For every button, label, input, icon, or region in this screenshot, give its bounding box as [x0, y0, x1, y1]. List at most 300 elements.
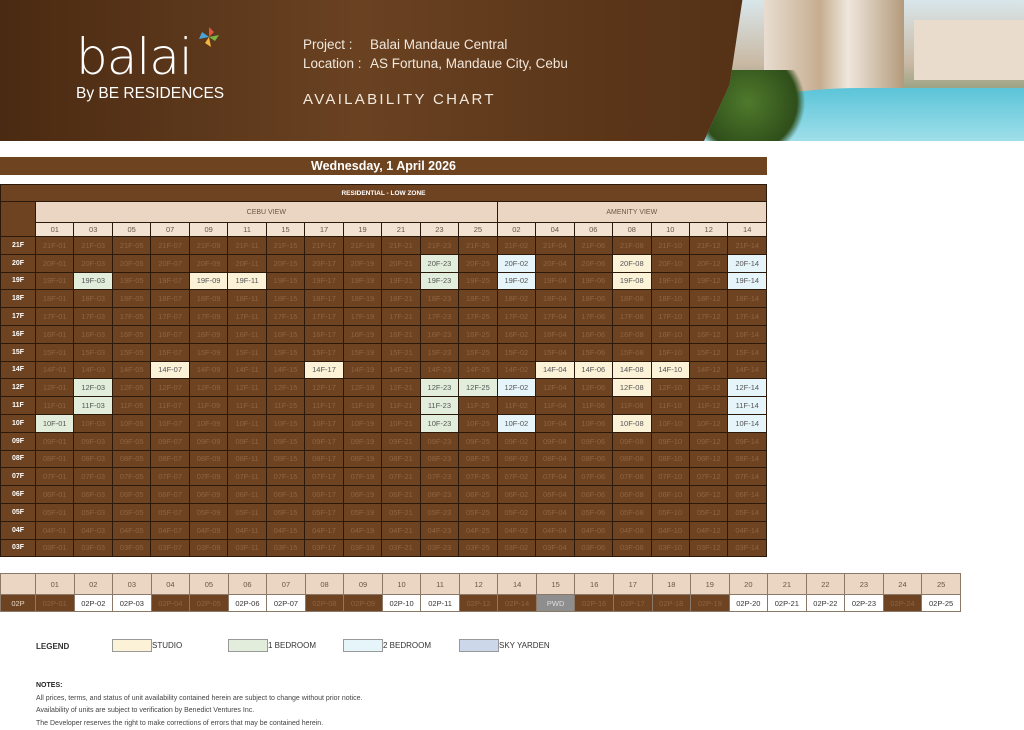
unit-number-row — [1, 223, 767, 237]
unit-cell-sold: 15F-17 — [305, 343, 343, 361]
unit-cell-sold: 05F-09 — [189, 503, 227, 521]
unit-cell-sold: 03F-25 — [459, 539, 497, 557]
unit-cell-sold: 16F-11 — [228, 325, 266, 343]
unit-cell-sold: 05F-03 — [74, 503, 112, 521]
legend-studio — [112, 639, 182, 652]
unit-cell-available[interactable]: 14F-04 — [536, 361, 574, 379]
unit-cell-sold: 12F-15 — [266, 379, 304, 397]
unit-cell-sold: 03F-02 — [497, 539, 535, 557]
floor-row — [1, 397, 767, 415]
unit-cell-sold: 10F-10 — [651, 414, 689, 432]
unit-cell-sold: 21F-21 — [382, 237, 420, 255]
unit-cell-sold: 14F-03 — [74, 361, 112, 379]
unit-cell-available[interactable]: 12F-14 — [728, 379, 767, 397]
floor-row — [1, 290, 767, 308]
unit-cell-sold: 15F-07 — [151, 343, 189, 361]
unit-cell-sold: 10F-12 — [689, 414, 727, 432]
unit-cell-sold: 11F-09 — [189, 397, 227, 415]
parking-slot-sold: 02P-05 — [190, 595, 229, 612]
unit-cell-sold: 10F-05 — [112, 414, 150, 432]
unit-cell-sold: 04F-05 — [112, 521, 150, 539]
unit-cell-sold: 21F-06 — [574, 237, 612, 255]
unit-cell-sold: 06F-14 — [728, 486, 767, 504]
unit-cell-sold: 17F-01 — [36, 308, 74, 326]
unit-cell-available[interactable]: 20F-02 — [497, 254, 535, 272]
legend-2-bedroom — [343, 639, 431, 652]
unit-cell-sold: 11F-21 — [382, 397, 420, 415]
unit-cell-sold: 05F-23 — [420, 503, 458, 521]
unit-cell-sold: 15F-14 — [728, 343, 767, 361]
legend-swatch — [459, 639, 499, 652]
unit-cell-available[interactable]: 10F-14 — [728, 414, 767, 432]
floor-label: 16F — [1, 325, 36, 343]
unit-cell-sold: 16F-25 — [459, 325, 497, 343]
unit-cell-sold: 07F-04 — [536, 468, 574, 486]
unit-cell-available[interactable]: 10F-02 — [497, 414, 535, 432]
unit-cell-sold: 04F-14 — [728, 521, 767, 539]
unit-cell-sold: 16F-17 — [305, 325, 343, 343]
unit-cell-available[interactable]: 20F-14 — [728, 254, 767, 272]
unit-cell-sold: 21F-01 — [36, 237, 74, 255]
unit-cell-sold: 09F-08 — [613, 432, 651, 450]
unit-cell-sold: 16F-06 — [574, 325, 612, 343]
unit-cell-sold: 09F-25 — [459, 432, 497, 450]
unit-cell-sold: 19F-19 — [343, 272, 381, 290]
unit-cell-sold: 21F-10 — [651, 237, 689, 255]
parking-column-header: 15 — [536, 574, 575, 595]
unit-cell-sold: 12F-11 — [228, 379, 266, 397]
unit-cell-sold: 06F-17 — [305, 486, 343, 504]
floor-label: 17F — [1, 308, 36, 326]
unit-column-header: 23 — [420, 223, 458, 237]
unit-cell-sold: 06F-05 — [112, 486, 150, 504]
parking-column-header: 25 — [922, 574, 961, 595]
unit-cell-sold: 20F-06 — [574, 254, 612, 272]
floor-row — [1, 503, 767, 521]
floor-label: 21F — [1, 237, 36, 255]
unit-cell-sold: 07F-12 — [689, 468, 727, 486]
unit-cell-sold: 06F-01 — [36, 486, 74, 504]
unit-cell-sold: 19F-05 — [112, 272, 150, 290]
unit-cell-available[interactable]: 19F-09 — [189, 272, 227, 290]
unit-cell-available[interactable]: 12F-23 — [420, 379, 458, 397]
parking-column-header: 01 — [36, 574, 75, 595]
floor-label: 04F — [1, 521, 36, 539]
parking-column-header: 22 — [806, 574, 845, 595]
unit-cell-sold: 16F-03 — [74, 325, 112, 343]
floor-label: 02P — [1, 595, 36, 612]
unit-cell-sold: 14F-01 — [36, 361, 74, 379]
unit-cell-sold: 15F-01 — [36, 343, 74, 361]
view-header: CEBU VIEW — [36, 202, 498, 223]
unit-cell-sold: 05F-01 — [36, 503, 74, 521]
unit-cell-sold: 15F-05 — [112, 343, 150, 361]
unit-cell-sold: 07F-10 — [651, 468, 689, 486]
parking-slot-available[interactable]: 02P-03 — [113, 595, 152, 612]
unit-cell-sold: 06F-19 — [343, 486, 381, 504]
unit-cell-sold: 05F-05 — [112, 503, 150, 521]
unit-cell-sold: 12F-12 — [689, 379, 727, 397]
unit-cell-sold: 04F-17 — [305, 521, 343, 539]
parking-slot-available[interactable]: 02P-22 — [806, 595, 845, 612]
unit-cell-sold: 07F-06 — [574, 468, 612, 486]
unit-cell-sold: 07F-08 — [613, 468, 651, 486]
unit-cell-sold: 08F-05 — [112, 450, 150, 468]
unit-column-header: 09 — [189, 223, 227, 237]
unit-cell-sold: 18F-25 — [459, 290, 497, 308]
unit-cell-sold: 03F-14 — [728, 539, 767, 557]
corner-cell — [1, 202, 36, 237]
floor-label: 20F — [1, 254, 36, 272]
unit-cell-sold: 15F-19 — [343, 343, 381, 361]
parking-slot-available[interactable]: 02P-06 — [228, 595, 267, 612]
unit-cell-sold: 19F-17 — [305, 272, 343, 290]
unit-cell-sold: 07F-15 — [266, 468, 304, 486]
unit-cell-sold: 20F-25 — [459, 254, 497, 272]
unit-cell-sold: 18F-10 — [651, 290, 689, 308]
unit-cell-sold: 08F-08 — [613, 450, 651, 468]
unit-column-header: 08 — [613, 223, 651, 237]
unit-cell-sold: 11F-06 — [574, 397, 612, 415]
unit-cell-sold: 12F-07 — [151, 379, 189, 397]
unit-cell-sold: 20F-19 — [343, 254, 381, 272]
unit-cell-sold: 20F-03 — [74, 254, 112, 272]
parking-slot-available[interactable]: 02P-02 — [74, 595, 113, 612]
unit-cell-sold: 03F-07 — [151, 539, 189, 557]
unit-cell-sold: 07F-03 — [74, 468, 112, 486]
unit-cell-sold: 18F-19 — [343, 290, 381, 308]
zone-title: RESIDENTIAL - LOW ZONE — [1, 185, 767, 202]
floor-label: 09F — [1, 432, 36, 450]
unit-cell-sold: 16F-08 — [613, 325, 651, 343]
project-label: Project : — [303, 35, 370, 54]
unit-cell-sold: 14F-23 — [420, 361, 458, 379]
unit-cell-sold: 14F-25 — [459, 361, 497, 379]
floor-label: 18F — [1, 290, 36, 308]
unit-cell-sold: 05F-12 — [689, 503, 727, 521]
unit-cell-available[interactable]: 19F-23 — [420, 272, 458, 290]
unit-cell-sold: 12F-01 — [36, 379, 74, 397]
parking-slot-available[interactable]: 02P-20 — [729, 595, 768, 612]
unit-cell-sold: 11F-08 — [613, 397, 651, 415]
unit-column-header: 02 — [497, 223, 535, 237]
unit-cell-sold: 09F-02 — [497, 432, 535, 450]
unit-cell-sold: 04F-04 — [536, 521, 574, 539]
logo-wordmark: balai — [76, 32, 224, 82]
unit-cell-sold: 04F-09 — [189, 521, 227, 539]
floor-row — [1, 432, 767, 450]
parking-column-header: 18 — [652, 574, 691, 595]
unit-cell-available[interactable]: 11F-03 — [74, 397, 112, 415]
unit-cell-sold: 06F-08 — [613, 486, 651, 504]
unit-cell-available[interactable]: 19F-08 — [613, 272, 651, 290]
unit-cell-sold: 21F-17 — [305, 237, 343, 255]
unit-cell-sold: 06F-03 — [74, 486, 112, 504]
unit-cell-sold: 17F-07 — [151, 308, 189, 326]
unit-cell-sold: 18F-11 — [228, 290, 266, 308]
unit-cell-sold: 16F-14 — [728, 325, 767, 343]
parking-column-header: 11 — [421, 574, 460, 595]
parking-slot-available[interactable]: 02P-21 — [768, 595, 807, 612]
unit-cell-sold: 06F-09 — [189, 486, 227, 504]
floor-label: 19F — [1, 272, 36, 290]
project-info — [303, 35, 568, 109]
unit-cell-sold: 16F-10 — [651, 325, 689, 343]
unit-cell-sold: 04F-12 — [689, 521, 727, 539]
unit-cell-available[interactable]: 10F-01 — [36, 414, 74, 432]
parking-column-header: 12 — [459, 574, 498, 595]
parking-slot-available[interactable]: 02P-10 — [382, 595, 421, 612]
unit-cell-sold: 05F-11 — [228, 503, 266, 521]
unit-column-header: 10 — [651, 223, 689, 237]
unit-cell-sold: 18F-06 — [574, 290, 612, 308]
floor-label: 14F — [1, 361, 36, 379]
unit-cell-sold: 06F-04 — [536, 486, 574, 504]
unit-cell-sold: 07F-21 — [382, 468, 420, 486]
floor-label: 08F — [1, 450, 36, 468]
unit-cell-available[interactable]: 12F-02 — [497, 379, 535, 397]
unit-cell-sold: 18F-14 — [728, 290, 767, 308]
floor-row — [1, 468, 767, 486]
parking-slot-sold: 02P-14 — [498, 595, 537, 612]
unit-cell-sold: 05F-19 — [343, 503, 381, 521]
legend-label: LEGEND — [36, 642, 69, 651]
unit-cell-sold: 15F-12 — [689, 343, 727, 361]
unit-cell-sold: 16F-07 — [151, 325, 189, 343]
unit-cell-sold: 16F-23 — [420, 325, 458, 343]
note-line: Availability of units are subject to verification by Benedict Ventures Inc. — [36, 705, 362, 718]
unit-cell-sold: 21F-09 — [189, 237, 227, 255]
unit-cell-sold: 18F-03 — [74, 290, 112, 308]
unit-cell-available[interactable]: 12F-08 — [613, 379, 651, 397]
location-value: AS Fortuna, Mandaue City, Cebu — [370, 56, 568, 71]
unit-cell-sold: 09F-15 — [266, 432, 304, 450]
unit-cell-available[interactable]: 14F-10 — [651, 361, 689, 379]
location-label: Location : — [303, 54, 370, 73]
parking-slot-available[interactable]: 02P-23 — [845, 595, 884, 612]
unit-cell-sold: 10F-04 — [536, 414, 574, 432]
view-header-row — [1, 202, 767, 223]
unit-cell-sold: 06F-07 — [151, 486, 189, 504]
unit-cell-sold: 04F-21 — [382, 521, 420, 539]
legend-1-bedroom — [228, 639, 316, 652]
unit-cell-sold: 17F-03 — [74, 308, 112, 326]
unit-cell-sold: 11F-07 — [151, 397, 189, 415]
parking-column-header: 23 — [845, 574, 884, 595]
unit-cell-available[interactable]: 14F-06 — [574, 361, 612, 379]
unit-column-header: 04 — [536, 223, 574, 237]
unit-cell-sold: 21F-11 — [228, 237, 266, 255]
unit-cell-sold: 15F-10 — [651, 343, 689, 361]
unit-cell-available[interactable]: 19F-03 — [74, 272, 112, 290]
unit-cell-sold: 07F-05 — [112, 468, 150, 486]
unit-cell-sold: 17F-23 — [420, 308, 458, 326]
unit-cell-sold: 15F-09 — [189, 343, 227, 361]
unit-cell-sold: 15F-23 — [420, 343, 458, 361]
unit-cell-sold: 18F-07 — [151, 290, 189, 308]
parking-slot-sold: 02P-17 — [613, 595, 652, 612]
unit-cell-sold: 14F-11 — [228, 361, 266, 379]
floor-row — [1, 414, 767, 432]
unit-column-header: 07 — [151, 223, 189, 237]
unit-cell-sold: 08F-12 — [689, 450, 727, 468]
parking-column-header: 02 — [74, 574, 113, 595]
unit-cell-sold: 15F-15 — [266, 343, 304, 361]
unit-cell-sold: 17F-04 — [536, 308, 574, 326]
unit-cell-sold: 16F-12 — [689, 325, 727, 343]
unit-cell-sold: 14F-12 — [689, 361, 727, 379]
chart-title: AVAILABILITY CHART — [303, 90, 568, 109]
logo-pinwheel-icon — [198, 26, 220, 48]
unit-cell-sold: 04F-01 — [36, 521, 74, 539]
unit-cell-sold: 15F-21 — [382, 343, 420, 361]
unit-cell-available[interactable]: 10F-08 — [613, 414, 651, 432]
floor-row — [1, 450, 767, 468]
parking-header-row — [1, 574, 961, 595]
parking-slot-available[interactable]: 02P-25 — [922, 595, 961, 612]
unit-cell-available[interactable]: 11F-14 — [728, 397, 767, 415]
unit-cell-sold: 19F-12 — [689, 272, 727, 290]
unit-cell-sold: 15F-04 — [536, 343, 574, 361]
unit-cell-available[interactable]: 14F-07 — [151, 361, 189, 379]
header-banner — [0, 0, 1024, 141]
unit-cell-sold: 14F-05 — [112, 361, 150, 379]
unit-cell-sold: 10F-17 — [305, 414, 343, 432]
unit-cell-sold: 16F-01 — [36, 325, 74, 343]
unit-cell-sold: 03F-01 — [36, 539, 74, 557]
unit-cell-sold: 18F-12 — [689, 290, 727, 308]
unit-cell-sold: 09F-11 — [228, 432, 266, 450]
unit-cell-sold: 05F-04 — [536, 503, 574, 521]
parking-slot-sold: 02P-01 — [36, 595, 75, 612]
unit-cell-sold: 14F-15 — [266, 361, 304, 379]
unit-cell-sold: 19F-21 — [382, 272, 420, 290]
parking-column-header: 07 — [267, 574, 306, 595]
unit-cell-sold: 20F-05 — [112, 254, 150, 272]
unit-cell-sold: 11F-19 — [343, 397, 381, 415]
unit-cell-sold: 12F-10 — [651, 379, 689, 397]
unit-cell-sold: 06F-11 — [228, 486, 266, 504]
unit-cell-sold: 08F-02 — [497, 450, 535, 468]
unit-cell-sold: 09F-04 — [536, 432, 574, 450]
unit-cell-sold: 05F-06 — [574, 503, 612, 521]
unit-cell-sold: 11F-15 — [266, 397, 304, 415]
unit-cell-sold: 09F-06 — [574, 432, 612, 450]
unit-cell-available[interactable]: 14F-08 — [613, 361, 651, 379]
legend-swatch — [112, 639, 152, 652]
unit-cell-sold: 21F-25 — [459, 237, 497, 255]
parking-slot-sold: 02P-12 — [459, 595, 498, 612]
unit-cell-available[interactable]: 10F-23 — [420, 414, 458, 432]
unit-cell-sold: 17F-21 — [382, 308, 420, 326]
unit-cell-sold: 07F-14 — [728, 468, 767, 486]
unit-cell-sold: 04F-06 — [574, 521, 612, 539]
unit-cell-sold: 18F-09 — [189, 290, 227, 308]
notes-title: NOTES: — [36, 680, 362, 693]
unit-cell-available[interactable]: 20F-23 — [420, 254, 458, 272]
note-line: All prices, terms, and status of unit availability contained herein are subject to change without prior notice. — [36, 693, 362, 706]
unit-cell-available[interactable]: 19F-14 — [728, 272, 767, 290]
legend-item-label: 1 BEDROOM — [268, 641, 316, 650]
unit-cell-available[interactable]: 19F-11 — [228, 272, 266, 290]
unit-cell-sold: 21F-05 — [112, 237, 150, 255]
unit-cell-sold: 05F-02 — [497, 503, 535, 521]
unit-cell-sold: 20F-12 — [689, 254, 727, 272]
unit-cell-sold: 08F-01 — [36, 450, 74, 468]
legend-item-label: STUDIO — [152, 641, 182, 650]
unit-cell-available[interactable]: 12F-25 — [459, 379, 497, 397]
unit-cell-sold: 16F-19 — [343, 325, 381, 343]
unit-cell-available[interactable]: 12F-03 — [74, 379, 112, 397]
notes — [36, 680, 362, 730]
parking-slot-sold: 02P-18 — [652, 595, 691, 612]
unit-cell-sold: 11F-02 — [497, 397, 535, 415]
unit-cell-sold: 09F-03 — [74, 432, 112, 450]
unit-cell-sold: 04F-11 — [228, 521, 266, 539]
unit-cell-available[interactable]: 19F-02 — [497, 272, 535, 290]
unit-cell-sold: 04F-03 — [74, 521, 112, 539]
unit-cell-sold: 18F-02 — [497, 290, 535, 308]
unit-cell-sold: 05F-25 — [459, 503, 497, 521]
unit-cell-sold: 12F-19 — [343, 379, 381, 397]
date-bar: Wednesday, 1 April 2026 — [0, 157, 767, 175]
unit-cell-sold: 08F-21 — [382, 450, 420, 468]
unit-cell-sold: 03F-15 — [266, 539, 304, 557]
floor-row — [1, 539, 767, 557]
unit-cell-sold: 20F-21 — [382, 254, 420, 272]
unit-cell-sold: 12F-05 — [112, 379, 150, 397]
unit-cell-sold: 08F-15 — [266, 450, 304, 468]
balai-logo — [76, 32, 224, 102]
unit-cell-sold: 03F-21 — [382, 539, 420, 557]
unit-cell-available[interactable]: 20F-08 — [613, 254, 651, 272]
parking-slot-available[interactable]: 02P-11 — [421, 595, 460, 612]
unit-cell-sold: 14F-21 — [382, 361, 420, 379]
unit-cell-sold: 07F-11 — [228, 468, 266, 486]
unit-cell-sold: 10F-07 — [151, 414, 189, 432]
unit-cell-sold: 17F-09 — [189, 308, 227, 326]
unit-cell-sold: 08F-23 — [420, 450, 458, 468]
unit-cell-sold: 14F-09 — [189, 361, 227, 379]
unit-cell-sold: 06F-12 — [689, 486, 727, 504]
unit-cell-sold: 14F-19 — [343, 361, 381, 379]
unit-cell-sold: 17F-11 — [228, 308, 266, 326]
unit-cell-sold: 11F-04 — [536, 397, 574, 415]
unit-cell-sold: 08F-14 — [728, 450, 767, 468]
unit-cell-sold: 11F-05 — [112, 397, 150, 415]
unit-cell-sold: 18F-21 — [382, 290, 420, 308]
unit-cell-sold: 12F-06 — [574, 379, 612, 397]
unit-cell-sold: 20F-09 — [189, 254, 227, 272]
unit-cell-sold: 14F-02 — [497, 361, 535, 379]
unit-cell-sold: 17F-12 — [689, 308, 727, 326]
unit-cell-sold: 09F-21 — [382, 432, 420, 450]
legend-swatch — [228, 639, 268, 652]
unit-cell-sold: 18F-08 — [613, 290, 651, 308]
unit-cell-sold: 20F-01 — [36, 254, 74, 272]
unit-cell-sold: 17F-14 — [728, 308, 767, 326]
unit-cell-sold: 14F-14 — [728, 361, 767, 379]
floor-row — [1, 254, 767, 272]
parking-slot-available[interactable]: 02P-07 — [267, 595, 306, 612]
unit-cell-sold: 18F-17 — [305, 290, 343, 308]
unit-cell-sold: 07F-17 — [305, 468, 343, 486]
unit-cell-sold: 21F-14 — [728, 237, 767, 255]
unit-cell-available[interactable]: 14F-17 — [305, 361, 343, 379]
floor-row — [1, 237, 767, 255]
unit-cell-available[interactable]: 11F-23 — [420, 397, 458, 415]
parking-column-header: 10 — [382, 574, 421, 595]
